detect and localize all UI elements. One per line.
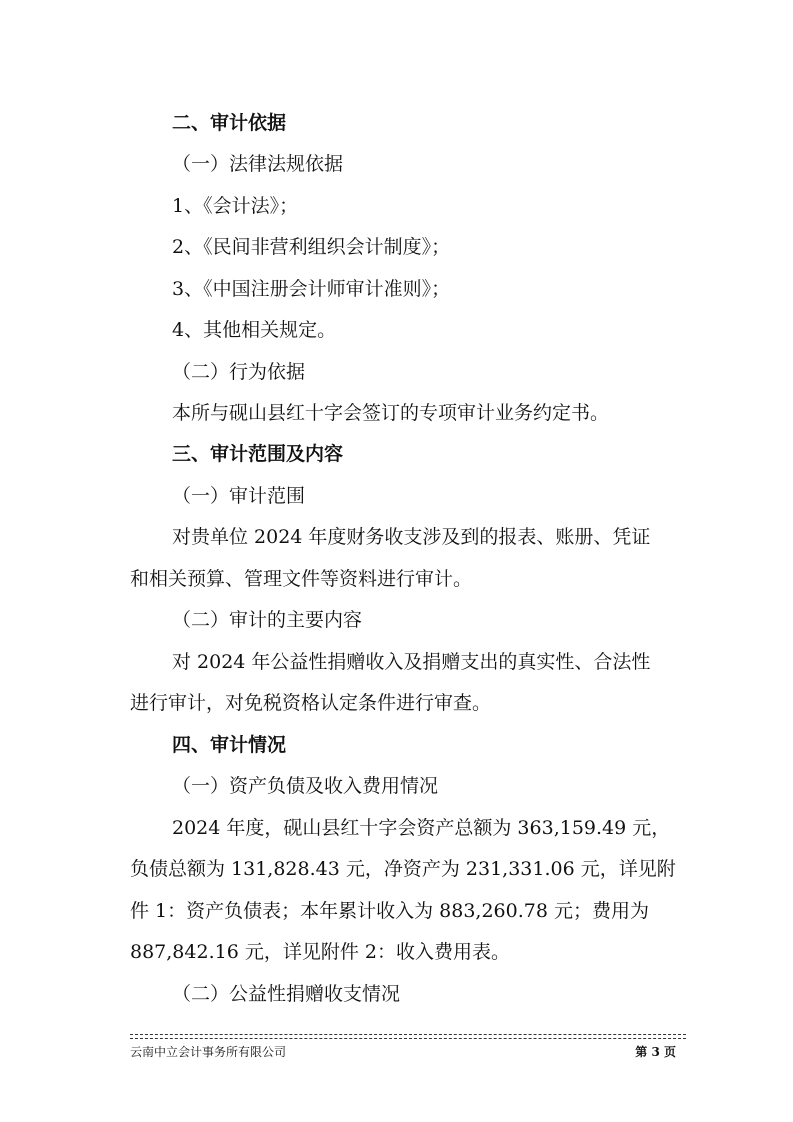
footer-divider <box>130 1034 686 1039</box>
paragraph-line: 负债总额为 131,828.43 元，净资产为 231,331.06 元，详见附 <box>130 858 676 880</box>
subheading-main-content: （二）审计的主要内容 <box>172 609 363 631</box>
subheading-laws: （一）法律法规依据 <box>172 153 344 175</box>
list-item: 4、其他相关规定。 <box>172 319 337 341</box>
paragraph-line: 2024 年度，砚山县红十字会资产总额为 363,159.49 元， <box>172 817 671 839</box>
subheading-donations: （二）公益性捐赠收支情况 <box>172 983 401 1005</box>
paragraph-line: 对 2024 年公益性捐赠收入及捐赠支出的真实性、合法性 <box>172 651 651 673</box>
paragraph-line: 和相关预算、管理文件等资料进行审计。 <box>130 568 473 590</box>
paragraph-line: 887,842.16 元，详见附件 2：收入费用表。 <box>130 941 510 963</box>
subheading-scope: （一）审计范围 <box>172 485 306 507</box>
list-item: 3、《中国注册会计师审计准则》； <box>172 278 451 300</box>
subheading-assets: （一）资产负债及收入费用情况 <box>172 775 439 797</box>
list-item: 1、《会计法》； <box>172 195 299 217</box>
list-item: 2、《民间非营利组织会计制度》； <box>172 236 451 258</box>
footer-company: 云南中立会计事务所有限公司 <box>130 1045 287 1059</box>
paragraph-line: 对贵单位 2024 年度财务收支涉及到的报表、账册、凭证 <box>172 526 651 548</box>
page-number: 第 3 页 <box>635 1045 676 1059</box>
paragraph-line: 进行审计，对免税资格认定条件进行审查。 <box>130 692 492 714</box>
paragraph: 本所与砚山县红十字会签订的专项审计业务约定书。 <box>172 402 610 424</box>
subheading-conduct-basis: （二）行为依据 <box>172 361 306 383</box>
paragraph-line: 件 1：资产负债表；本年累计收入为 883,260.78 元；费用为 <box>130 900 649 922</box>
section-heading-audit-status: 四、审计情况 <box>172 734 287 756</box>
section-heading-audit-basis: 二、审计依据 <box>172 112 287 134</box>
section-heading-scope: 三、审计范围及内容 <box>172 443 344 465</box>
